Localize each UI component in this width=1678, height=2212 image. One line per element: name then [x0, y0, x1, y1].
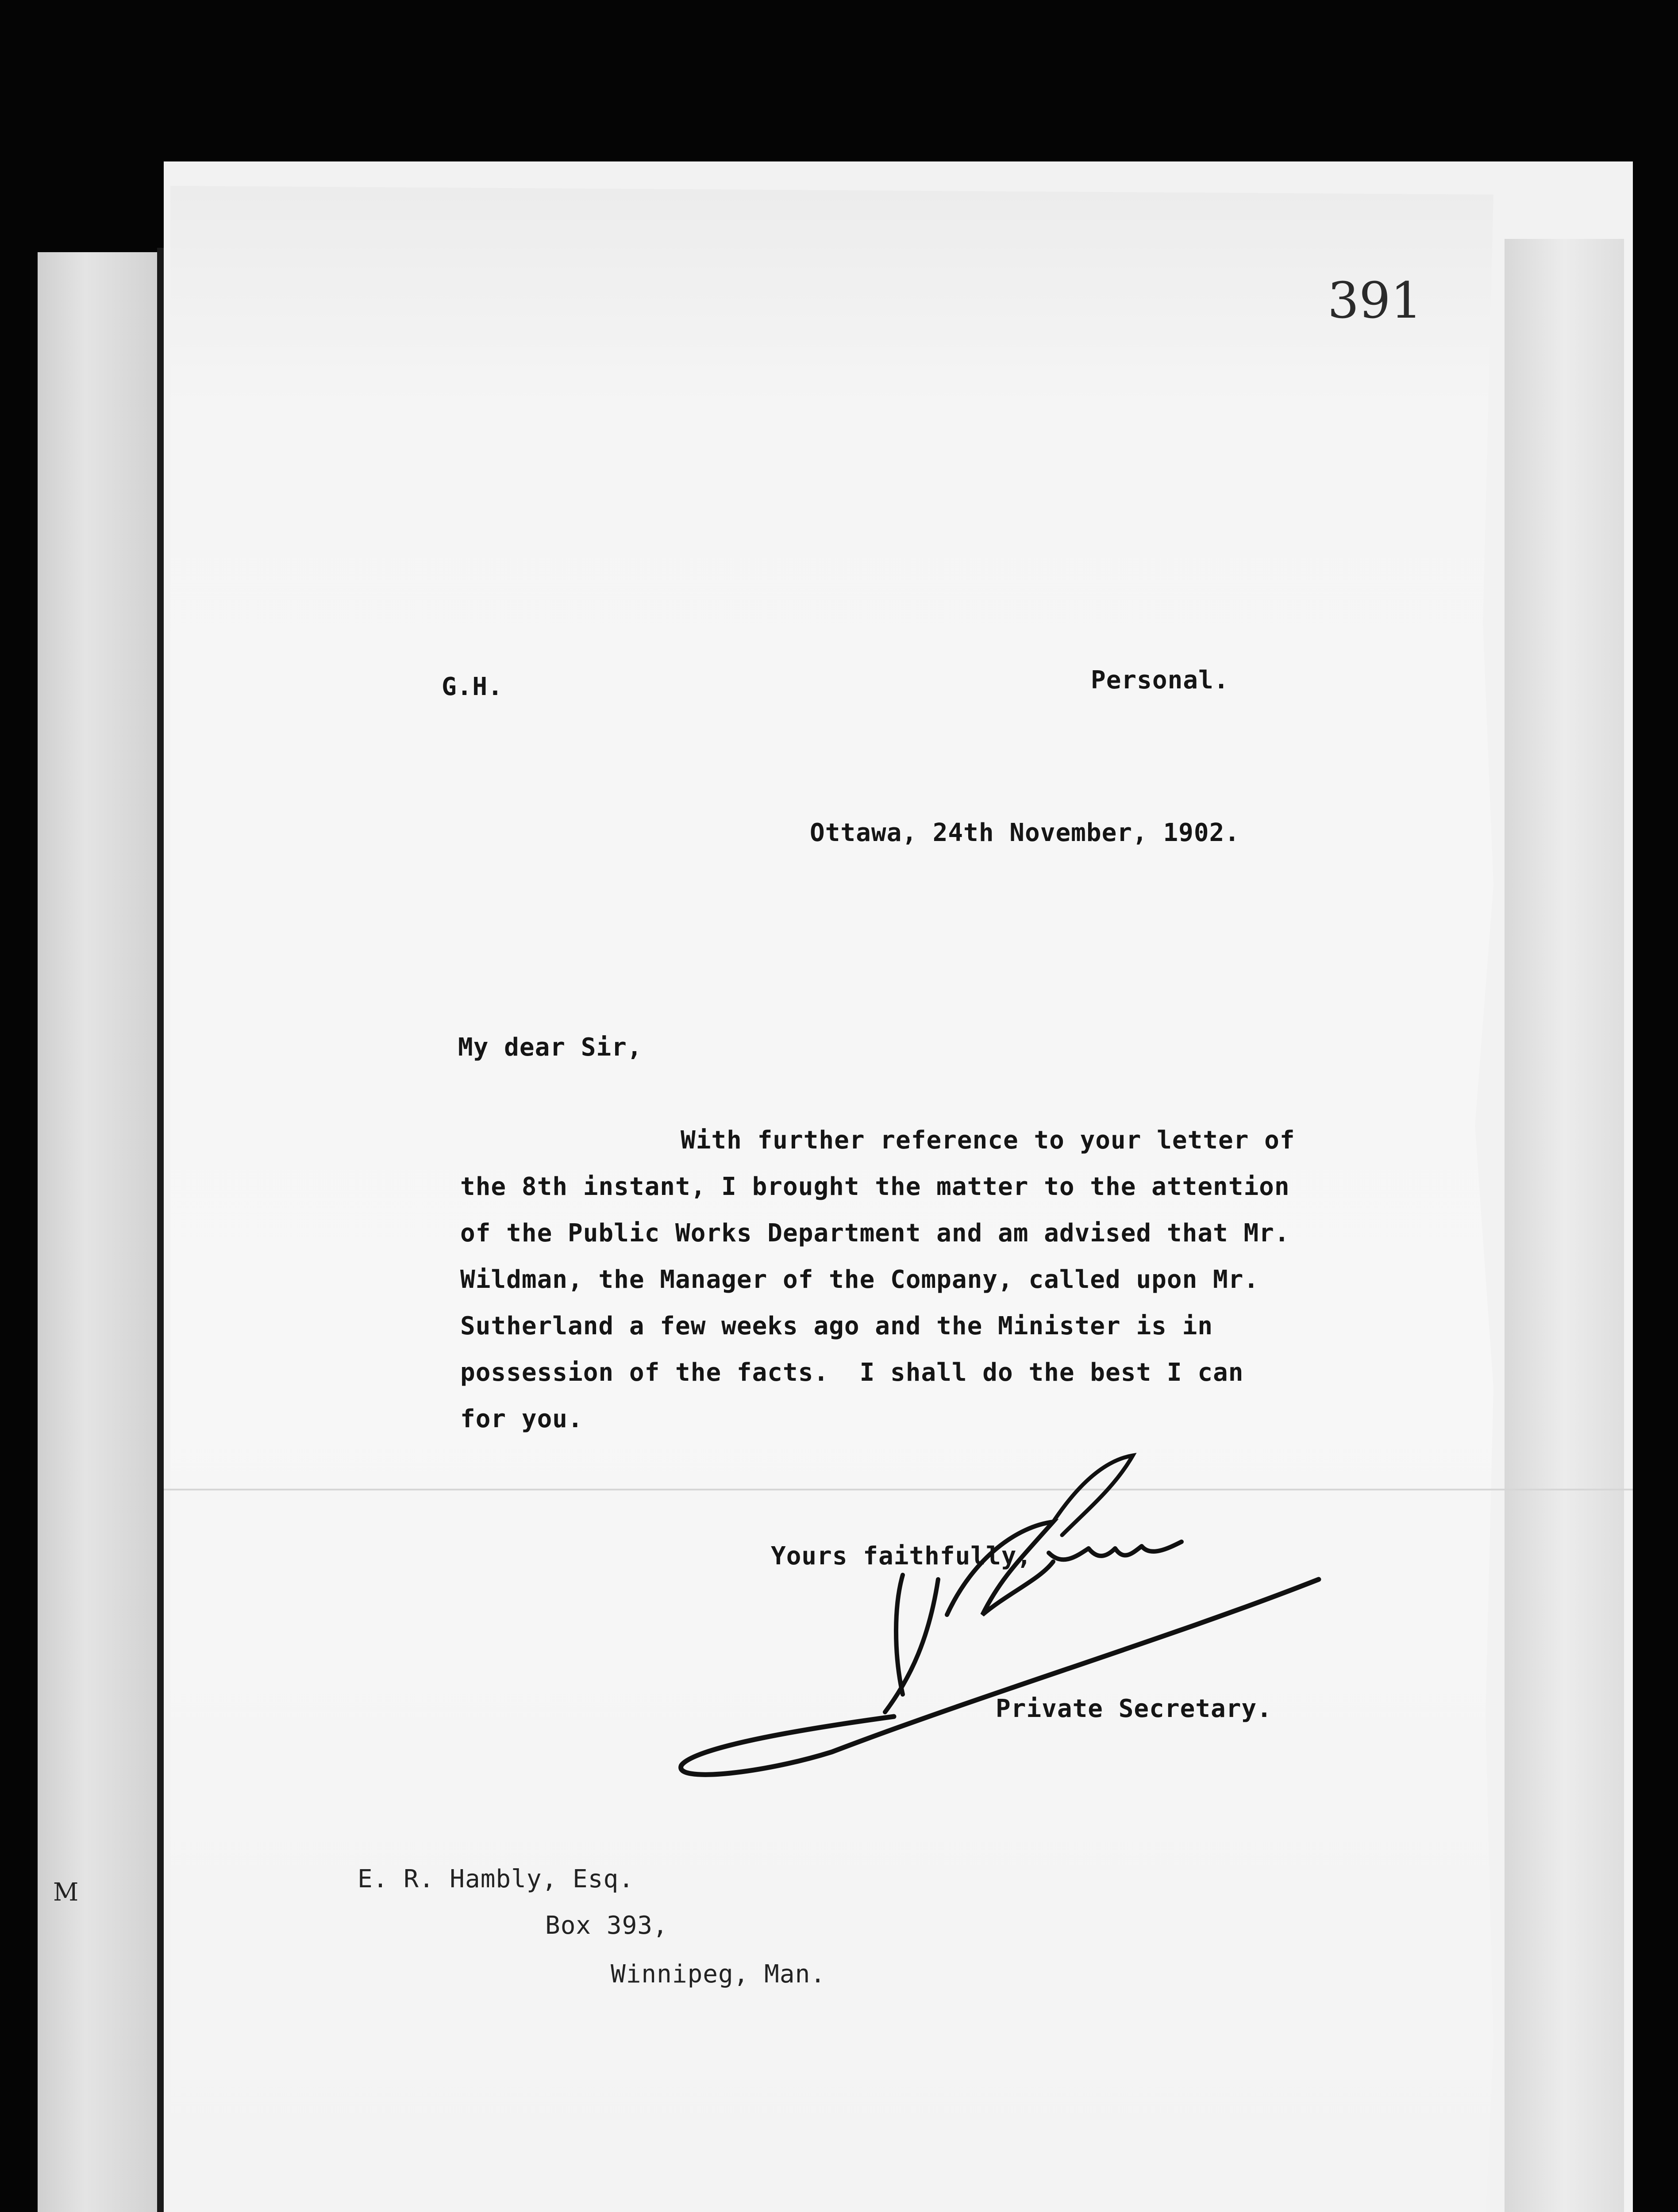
body-line: Wildman, the Manager of the Company, called upon Mr. [460, 1265, 1259, 1294]
page-number: 391 [1328, 272, 1422, 330]
addressee-box: Box 393, [545, 1911, 668, 1940]
signer-title: Private Secretary. [996, 1694, 1272, 1723]
addressee-city: Winnipeg, Man. [611, 1960, 826, 1989]
body-line: of the Public Works Department and am advised that Mr. [460, 1219, 1290, 1248]
body-line: Sutherland a few weeks ago and the Minister is in [460, 1312, 1213, 1340]
body-line: for you. [460, 1405, 583, 1433]
body-line: With further reference to your letter of [681, 1126, 1295, 1155]
closing: Yours faithfully, [771, 1542, 1032, 1571]
salutation: My dear Sir, [458, 1033, 643, 1062]
adjacent-frame-strip [38, 252, 157, 2212]
place-date-line: Ottawa, 24th November, 1902. [810, 818, 1240, 847]
reference-initials: G.H. [442, 672, 503, 701]
body-line: the 8th instant, I brought the matter to the attention [460, 1172, 1290, 1201]
body-line: possession of the facts. I shall do the best I can [460, 1358, 1244, 1387]
personal-marking: Personal. [1091, 666, 1229, 695]
handwritten-signature [664, 1447, 1328, 1792]
right-paper-edge [1505, 239, 1624, 2212]
addressee-name: E. R. Hambly, Esq. [358, 1865, 634, 1893]
margin-mark: M [53, 1878, 79, 1907]
